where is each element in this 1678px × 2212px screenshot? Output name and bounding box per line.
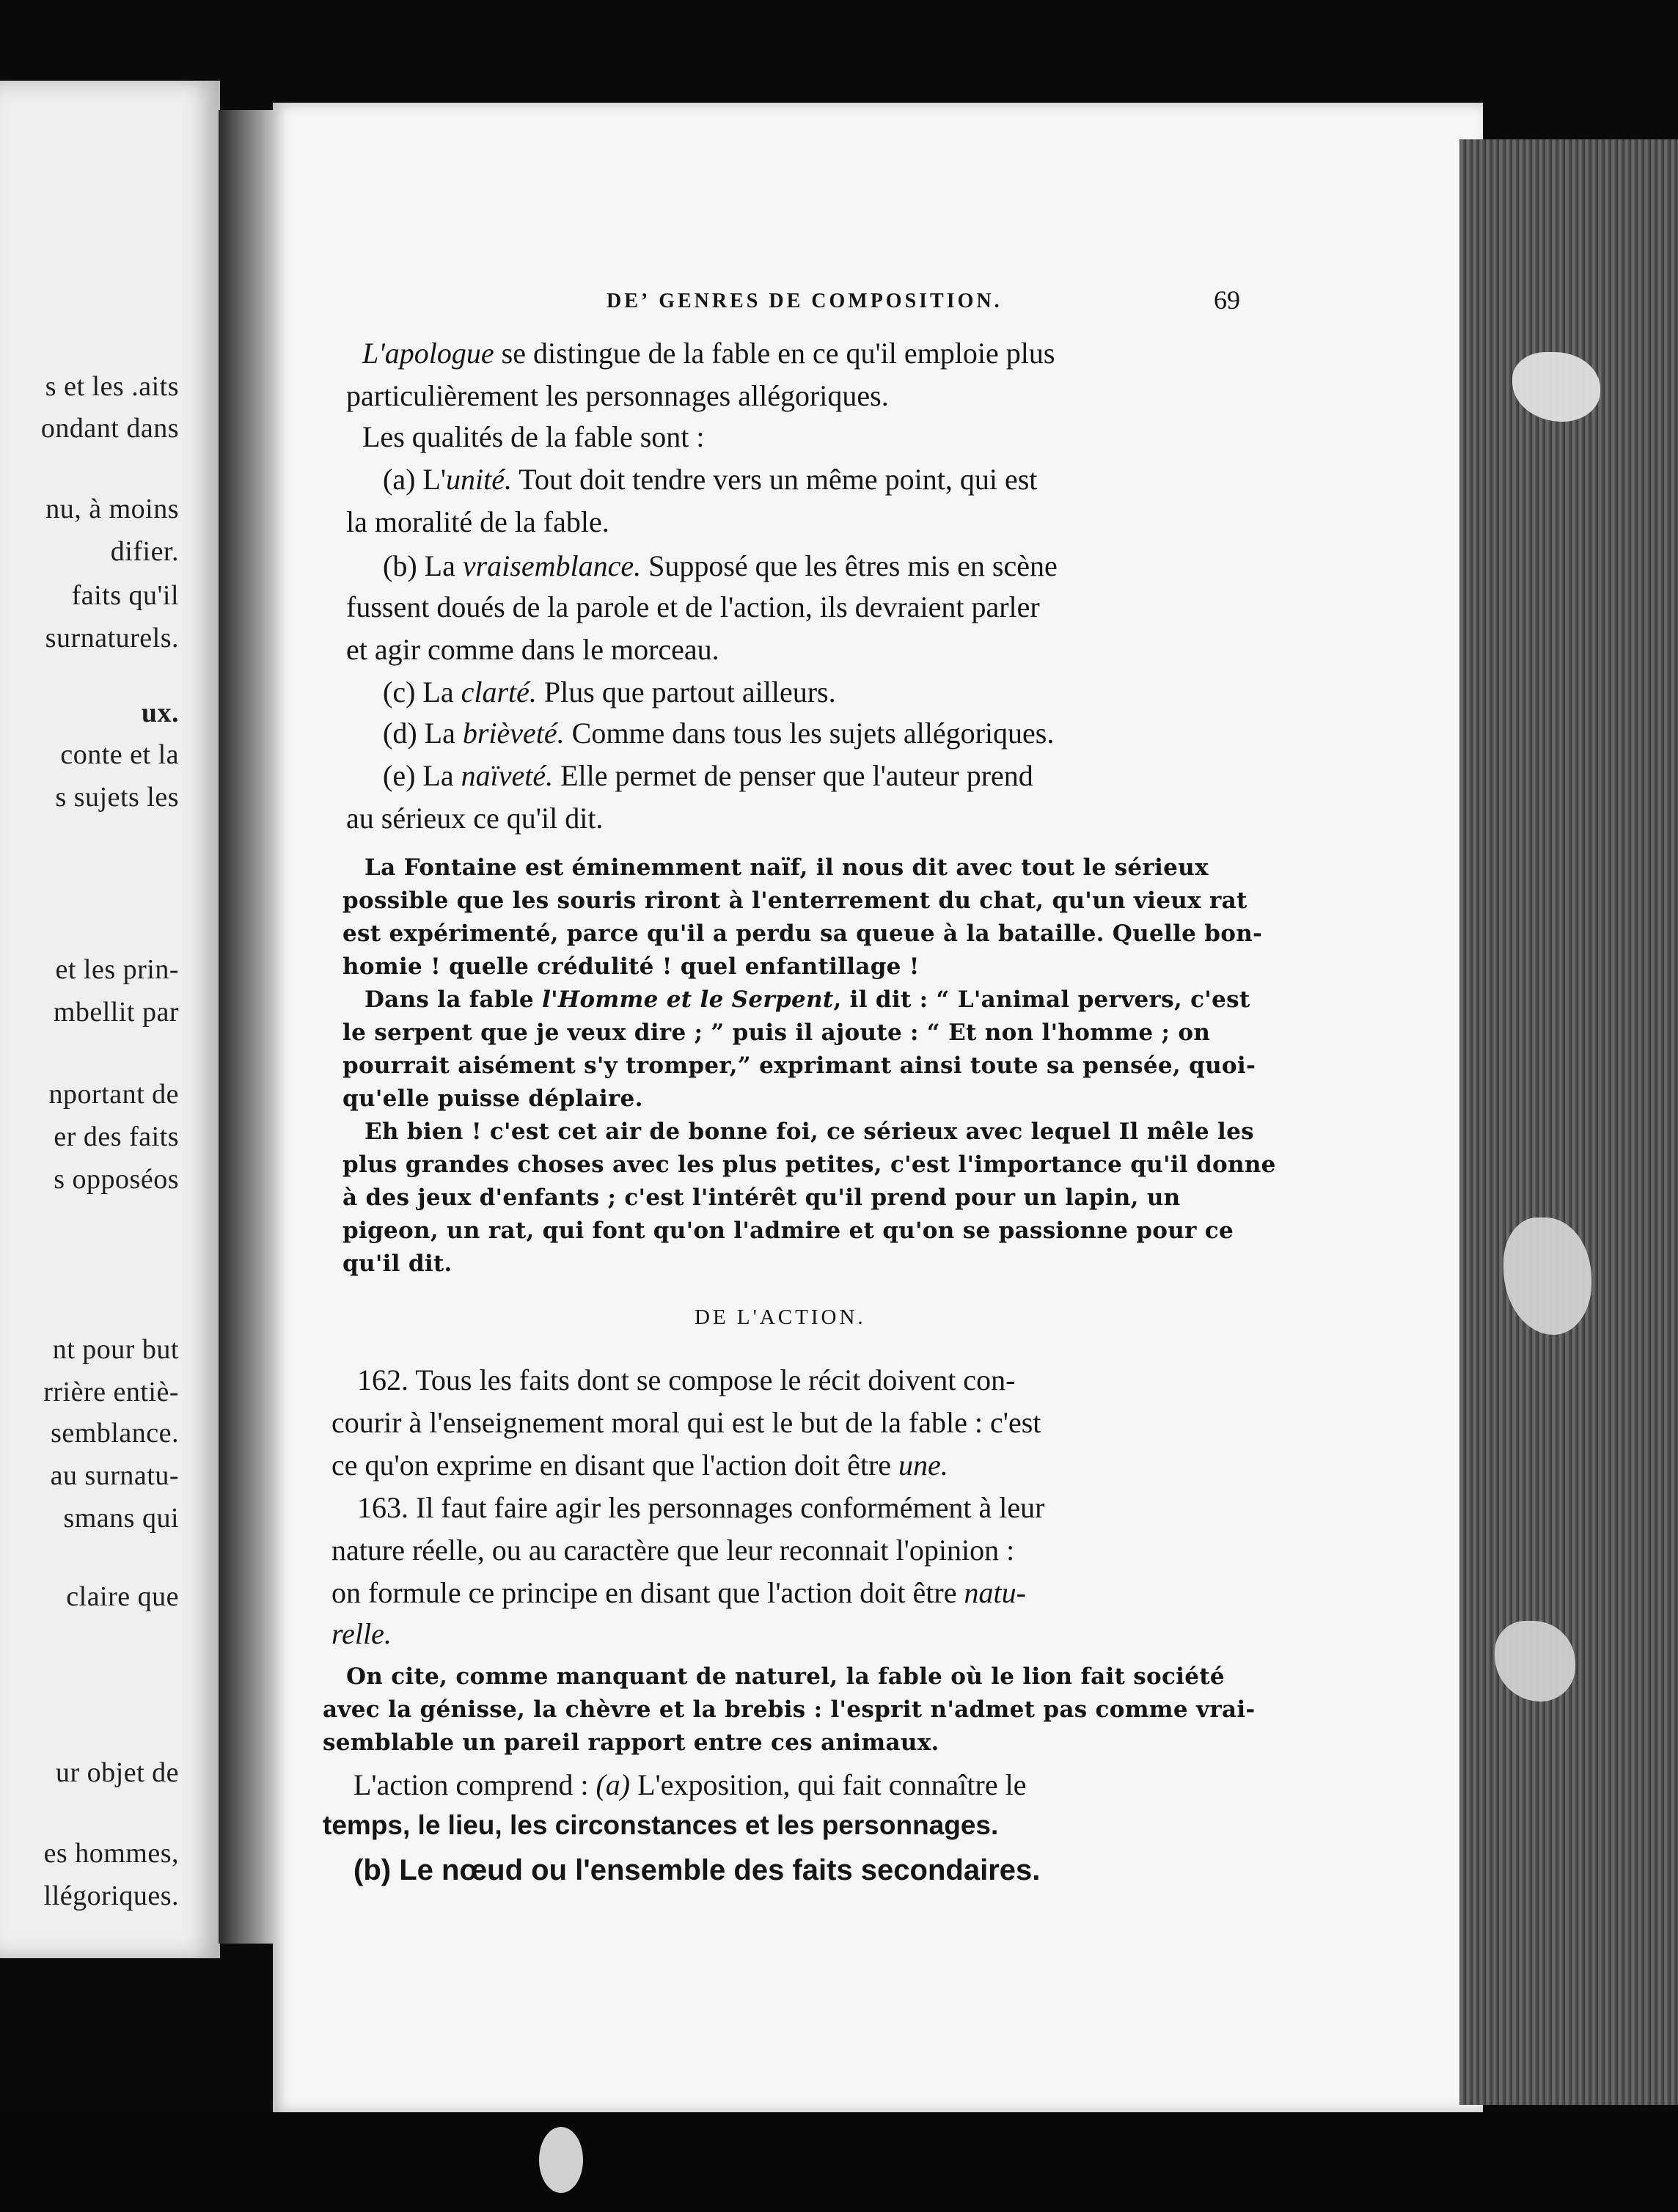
- text-line: particulièrement les personnages allégoriques.: [346, 379, 889, 412]
- italic-term: vraisemblance.: [462, 549, 642, 582]
- page-edges: [1459, 139, 1678, 2105]
- left-line: surnaturels.: [45, 623, 179, 653]
- book-gutter: [219, 110, 277, 1944]
- text-line: [362, 336, 1055, 370]
- italic-term: une.: [898, 1449, 948, 1482]
- text-line: [331, 1575, 1026, 1610]
- italic-term: L'apologue: [362, 337, 494, 370]
- text-run: Elle permet de penser que l'auteur prend: [553, 759, 1033, 792]
- left-line: faits qu'il: [71, 580, 179, 611]
- note-line: plus grandes choses avec les plus petites, c'est l'importance qu'il donne: [342, 1151, 1276, 1178]
- italic-term: clarté.: [461, 675, 537, 708]
- left-line: semblance.: [51, 1418, 179, 1449]
- left-line: claire que: [66, 1581, 179, 1612]
- note-line: [364, 986, 1250, 1013]
- text-line: Les qualités de la fable sont :: [362, 420, 705, 453]
- left-line: ondant dans: [40, 413, 179, 444]
- text-run: Plus que partout ailleurs.: [536, 675, 836, 708]
- left-line: smans qui: [63, 1503, 179, 1534]
- scan-background: [0, 2112, 1678, 2212]
- text-run: , il dit : “ L'animal pervers, c'est: [833, 986, 1250, 1013]
- italic-title: l'Homme et le Serpent: [542, 986, 834, 1013]
- text-run: Dans la fable: [364, 986, 542, 1013]
- text-run: (c) La: [383, 675, 461, 708]
- text-line: 162. Tous les faits dont se compose le récit doivent con-: [357, 1363, 1016, 1396]
- text-run: L'action comprend :: [353, 1768, 596, 1801]
- paper-damage: [1503, 1217, 1591, 1335]
- running-title: DEʼ GENRES DE COMPOSITION.: [607, 290, 1003, 312]
- text-line: courir à l'enseignement moral qui est le but de la fable : c'est: [331, 1406, 1041, 1439]
- text-line: [353, 1768, 1026, 1802]
- text-line: temps, le lieu, les circonstances et les personnages.: [323, 1810, 999, 1840]
- left-line: s sujets les: [55, 782, 179, 813]
- left-line: mbellit par: [53, 997, 179, 1028]
- text-line: [331, 1448, 948, 1482]
- text-line: et agir comme dans le morceau.: [346, 633, 719, 666]
- left-line: ur objet de: [55, 1757, 179, 1788]
- left-line: rrière entiè-: [43, 1377, 179, 1407]
- note-line: semblable un pareil rapport entre ces animaux.: [323, 1729, 939, 1756]
- text-line: 163. Il faut faire agir les personnages conformément à leur: [357, 1491, 1045, 1524]
- text-run: L'exposition, qui fait connaître le: [630, 1768, 1027, 1801]
- text-run: (d) La: [383, 717, 463, 750]
- text-line: (b) Le nœud ou l'ensemble des faits secondaires.: [353, 1854, 1041, 1886]
- text-line: la moralité de la fable.: [346, 505, 609, 538]
- note-line: pigeon, un rat, qui font qu'on l'admire et qu'on se passionne pour ce: [342, 1217, 1234, 1244]
- italic-term: (a): [596, 1768, 631, 1801]
- left-line: nu, à moins: [45, 494, 179, 524]
- text-line: [331, 1616, 392, 1651]
- note-line: On cite, comme manquant de naturel, la fable où le lion fait société: [346, 1663, 1225, 1690]
- text-run: Tout doit tendre vers un même point, qui est: [512, 463, 1038, 496]
- previous-page-fragment: [0, 81, 220, 1958]
- note-line: homie ! quelle crédulité ! quel enfantillage !: [342, 953, 920, 980]
- left-line: difier.: [110, 536, 179, 567]
- section-title: DE L'ACTION.: [695, 1305, 866, 1329]
- italic-term: natu-: [964, 1576, 1026, 1609]
- note-line: le serpent que je veux dire ; ” puis il ajoute : “ Et non l'homme ; on: [342, 1019, 1211, 1046]
- note-line: à des jeux d'enfants ; c'est l'intérêt qu'il prend pour un lapin, un: [342, 1184, 1181, 1211]
- text-line: [383, 716, 1054, 750]
- left-line: es hommes,: [43, 1838, 179, 1869]
- left-line: au surnatu-: [50, 1460, 179, 1491]
- left-line: et les prin-: [55, 954, 179, 985]
- italic-term: relle.: [331, 1617, 392, 1650]
- text-line: [383, 462, 1037, 497]
- text-line: fussent doués de la parole et de l'action, ils devraient parler: [346, 590, 1040, 623]
- text-line: [383, 549, 1058, 583]
- text-line: au sérieux ce qu'il dit.: [346, 802, 604, 835]
- left-line: nportant de: [48, 1079, 179, 1110]
- note-line: Eh bien ! c'est cet air de bonne foi, ce sérieux avec lequel Il mêle les: [364, 1118, 1254, 1145]
- note-line: La Fontaine est éminemment naïf, il nous dit avec tout le sérieux: [364, 854, 1209, 881]
- paper-damage: [1512, 352, 1600, 422]
- note-line: possible que les souris riront à l'enterrement du chat, qu'un vieux rat: [342, 887, 1247, 914]
- text-run: Supposé que les êtres mis en scène: [641, 549, 1058, 582]
- text-run: on formule ce principe en disant que l'action doit être: [331, 1576, 964, 1609]
- left-line: s opposéos: [54, 1164, 179, 1195]
- binding-stitch: [539, 2127, 583, 2193]
- left-line: ux.: [141, 697, 179, 728]
- note-line: est expérimenté, parce qu'il a perdu sa queue à la bataille. Quelle bon-: [342, 920, 1263, 947]
- text-run: (a) L': [383, 463, 447, 496]
- text-run: (e) La: [383, 759, 461, 792]
- italic-term: naïveté.: [461, 759, 554, 792]
- left-line: s et les .aits: [45, 371, 179, 402]
- text-line: [383, 758, 1033, 793]
- text-line: nature réelle, ou au caractère que leur reconnait l'opinion :: [331, 1534, 1015, 1567]
- left-line: llégoriques.: [43, 1880, 179, 1911]
- note-line: qu'elle puisse déplaire.: [342, 1085, 643, 1112]
- italic-term: brièveté.: [462, 717, 565, 750]
- text-run: (b) La: [383, 549, 463, 582]
- left-line: er des faits: [54, 1121, 179, 1152]
- book-page: [273, 103, 1483, 2112]
- text-run: Comme dans tous les sujets allégoriques.: [564, 717, 1055, 750]
- note-line: qu'il dit.: [342, 1250, 453, 1277]
- page-number: 69: [1214, 285, 1240, 315]
- text-line: [383, 675, 836, 709]
- text-run: se distingue de la fable en ce qu'il emploie plus: [494, 337, 1055, 370]
- left-line: conte et la: [60, 739, 179, 770]
- text-run: ce qu'on exprime en disant que l'action doit être: [331, 1449, 899, 1482]
- paper-damage: [1495, 1621, 1575, 1702]
- italic-term: unité.: [446, 463, 513, 496]
- left-line: nt pour but: [52, 1334, 179, 1365]
- note-line: pourrait aisément s'y tromper,” exprimant ainsi toute sa pensée, quoi-: [342, 1052, 1256, 1079]
- note-line: avec la génisse, la chèvre et la brebis : l'esprit n'admet pas comme vrai-: [323, 1696, 1256, 1723]
